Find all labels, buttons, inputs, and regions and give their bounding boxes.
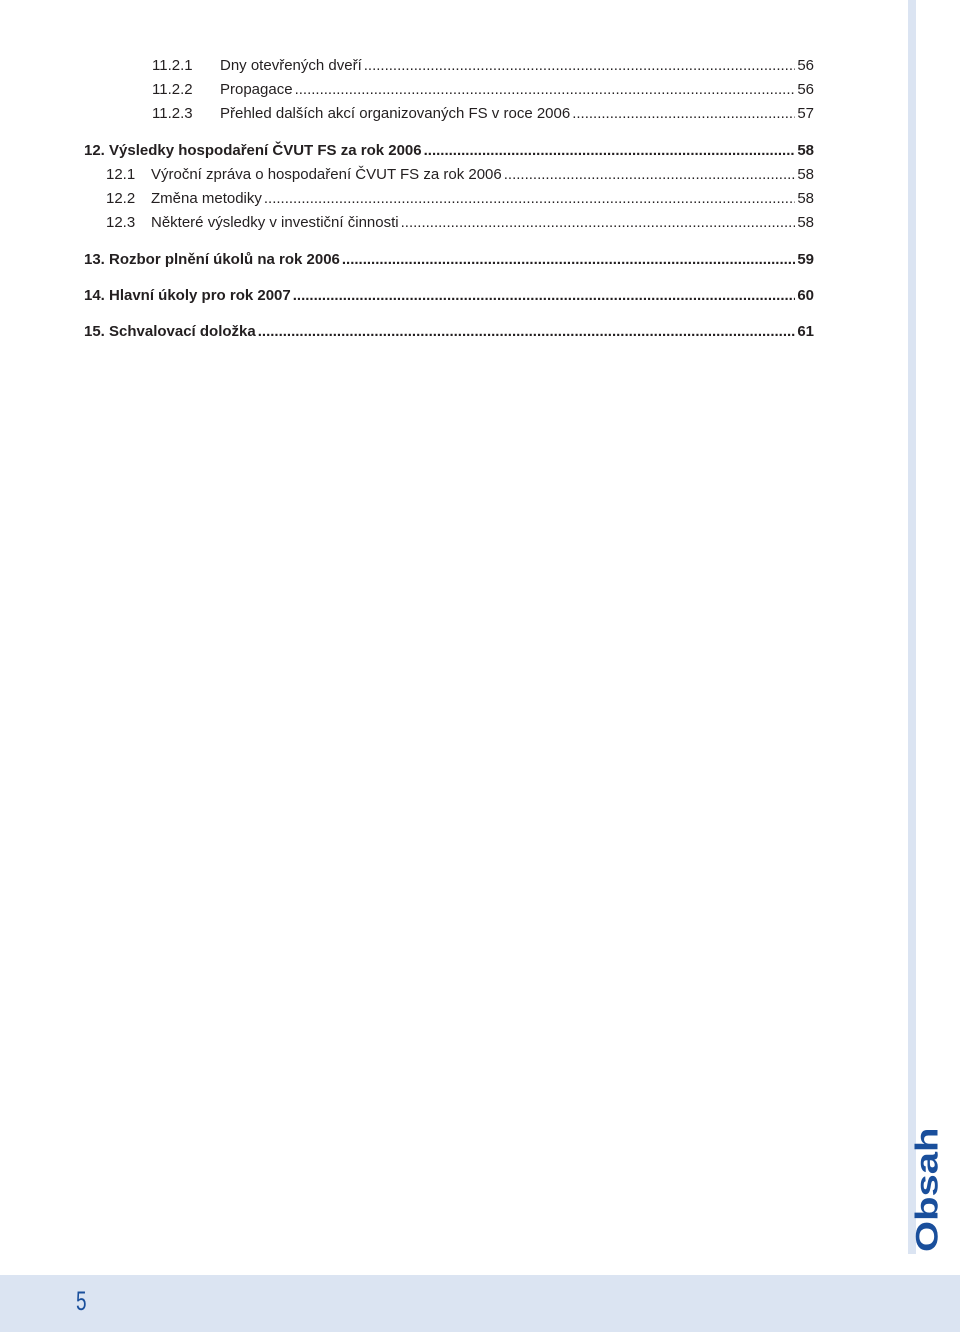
toc-entry-title: Rozbor plnění úkolů na rok 2006 — [109, 251, 340, 268]
toc-entry-number: 14. — [84, 287, 105, 304]
toc-entry-page: 58 — [797, 166, 814, 183]
toc-entry-number: 12.1 — [106, 166, 136, 183]
toc-entry-12-2[interactable] — [106, 189, 814, 209]
toc-leader-dots — [293, 286, 796, 306]
toc-entry-page: 56 — [797, 57, 814, 74]
toc-entry-number: 13. — [84, 251, 105, 268]
side-decor-band — [908, 0, 916, 1254]
toc-entry-page: 58 — [797, 142, 814, 159]
toc-entry-page: 58 — [797, 190, 814, 207]
toc-leader-dots — [572, 104, 795, 124]
toc-entry-number: 11.2.3 — [152, 105, 193, 122]
toc-entry-12-3[interactable] — [106, 213, 814, 233]
toc-entry-number: 12. — [84, 142, 105, 159]
toc-leader-dots — [264, 189, 795, 209]
toc-leader-dots — [364, 56, 796, 76]
toc-entry-title: Výroční zpráva o hospodaření ČVUT FS za rok 2006 — [151, 166, 502, 183]
toc-entry-15[interactable] — [84, 322, 814, 342]
toc-leader-dots — [295, 80, 796, 100]
toc-leader-dots — [504, 165, 796, 185]
toc-entry-number: 15. — [84, 323, 105, 340]
toc-entry-number: 11.2.2 — [152, 81, 193, 98]
toc-entry-page: 61 — [797, 323, 814, 340]
toc-entry-title: Schvalovací doložka — [109, 323, 256, 340]
toc-leader-dots — [424, 141, 796, 161]
toc-entry-title: Některé výsledky v investiční činnosti — [151, 214, 399, 231]
toc-entry-title: Propagace — [220, 81, 293, 98]
toc-leader-dots — [342, 250, 795, 270]
toc-entry-13[interactable] — [84, 250, 814, 270]
toc-entry-title: Hlavní úkoly pro rok 2007 — [109, 287, 291, 304]
toc-entry-title: Změna metodiky — [151, 190, 262, 207]
toc-entry-page: 58 — [797, 214, 814, 231]
toc-entry-number: 12.2 — [106, 190, 136, 207]
toc-entry-title: Výsledky hospodaření ČVUT FS za rok 2006 — [109, 142, 422, 159]
toc-entry-number: 11.2.1 — [152, 57, 193, 74]
toc-entry-page: 59 — [797, 251, 814, 268]
toc-entry-11-2-1[interactable] — [152, 56, 814, 76]
toc-entry-page: 57 — [797, 105, 814, 122]
toc-entry-title: Přehled dalších akcí organizovaných FS v roce 2006 — [220, 105, 571, 122]
toc-entry-11-2-2[interactable] — [152, 80, 814, 100]
toc-entry-12[interactable] — [84, 141, 814, 161]
toc-entry-page: 60 — [797, 287, 814, 304]
toc-entry-12-1[interactable] — [106, 165, 814, 185]
page-number: 5 — [76, 1286, 87, 1316]
section-side-label: Obsah — [910, 1127, 945, 1252]
toc-entry-title: Dny otevřených dveří — [220, 57, 362, 74]
toc-entry-14[interactable] — [84, 286, 814, 306]
toc-entry-11-2-3[interactable] — [152, 104, 814, 124]
toc-leader-dots — [401, 213, 796, 233]
footer-band — [0, 1275, 960, 1332]
toc-leader-dots — [258, 322, 796, 342]
toc-entry-page: 56 — [797, 81, 814, 98]
toc-entry-number: 12.3 — [106, 214, 136, 231]
